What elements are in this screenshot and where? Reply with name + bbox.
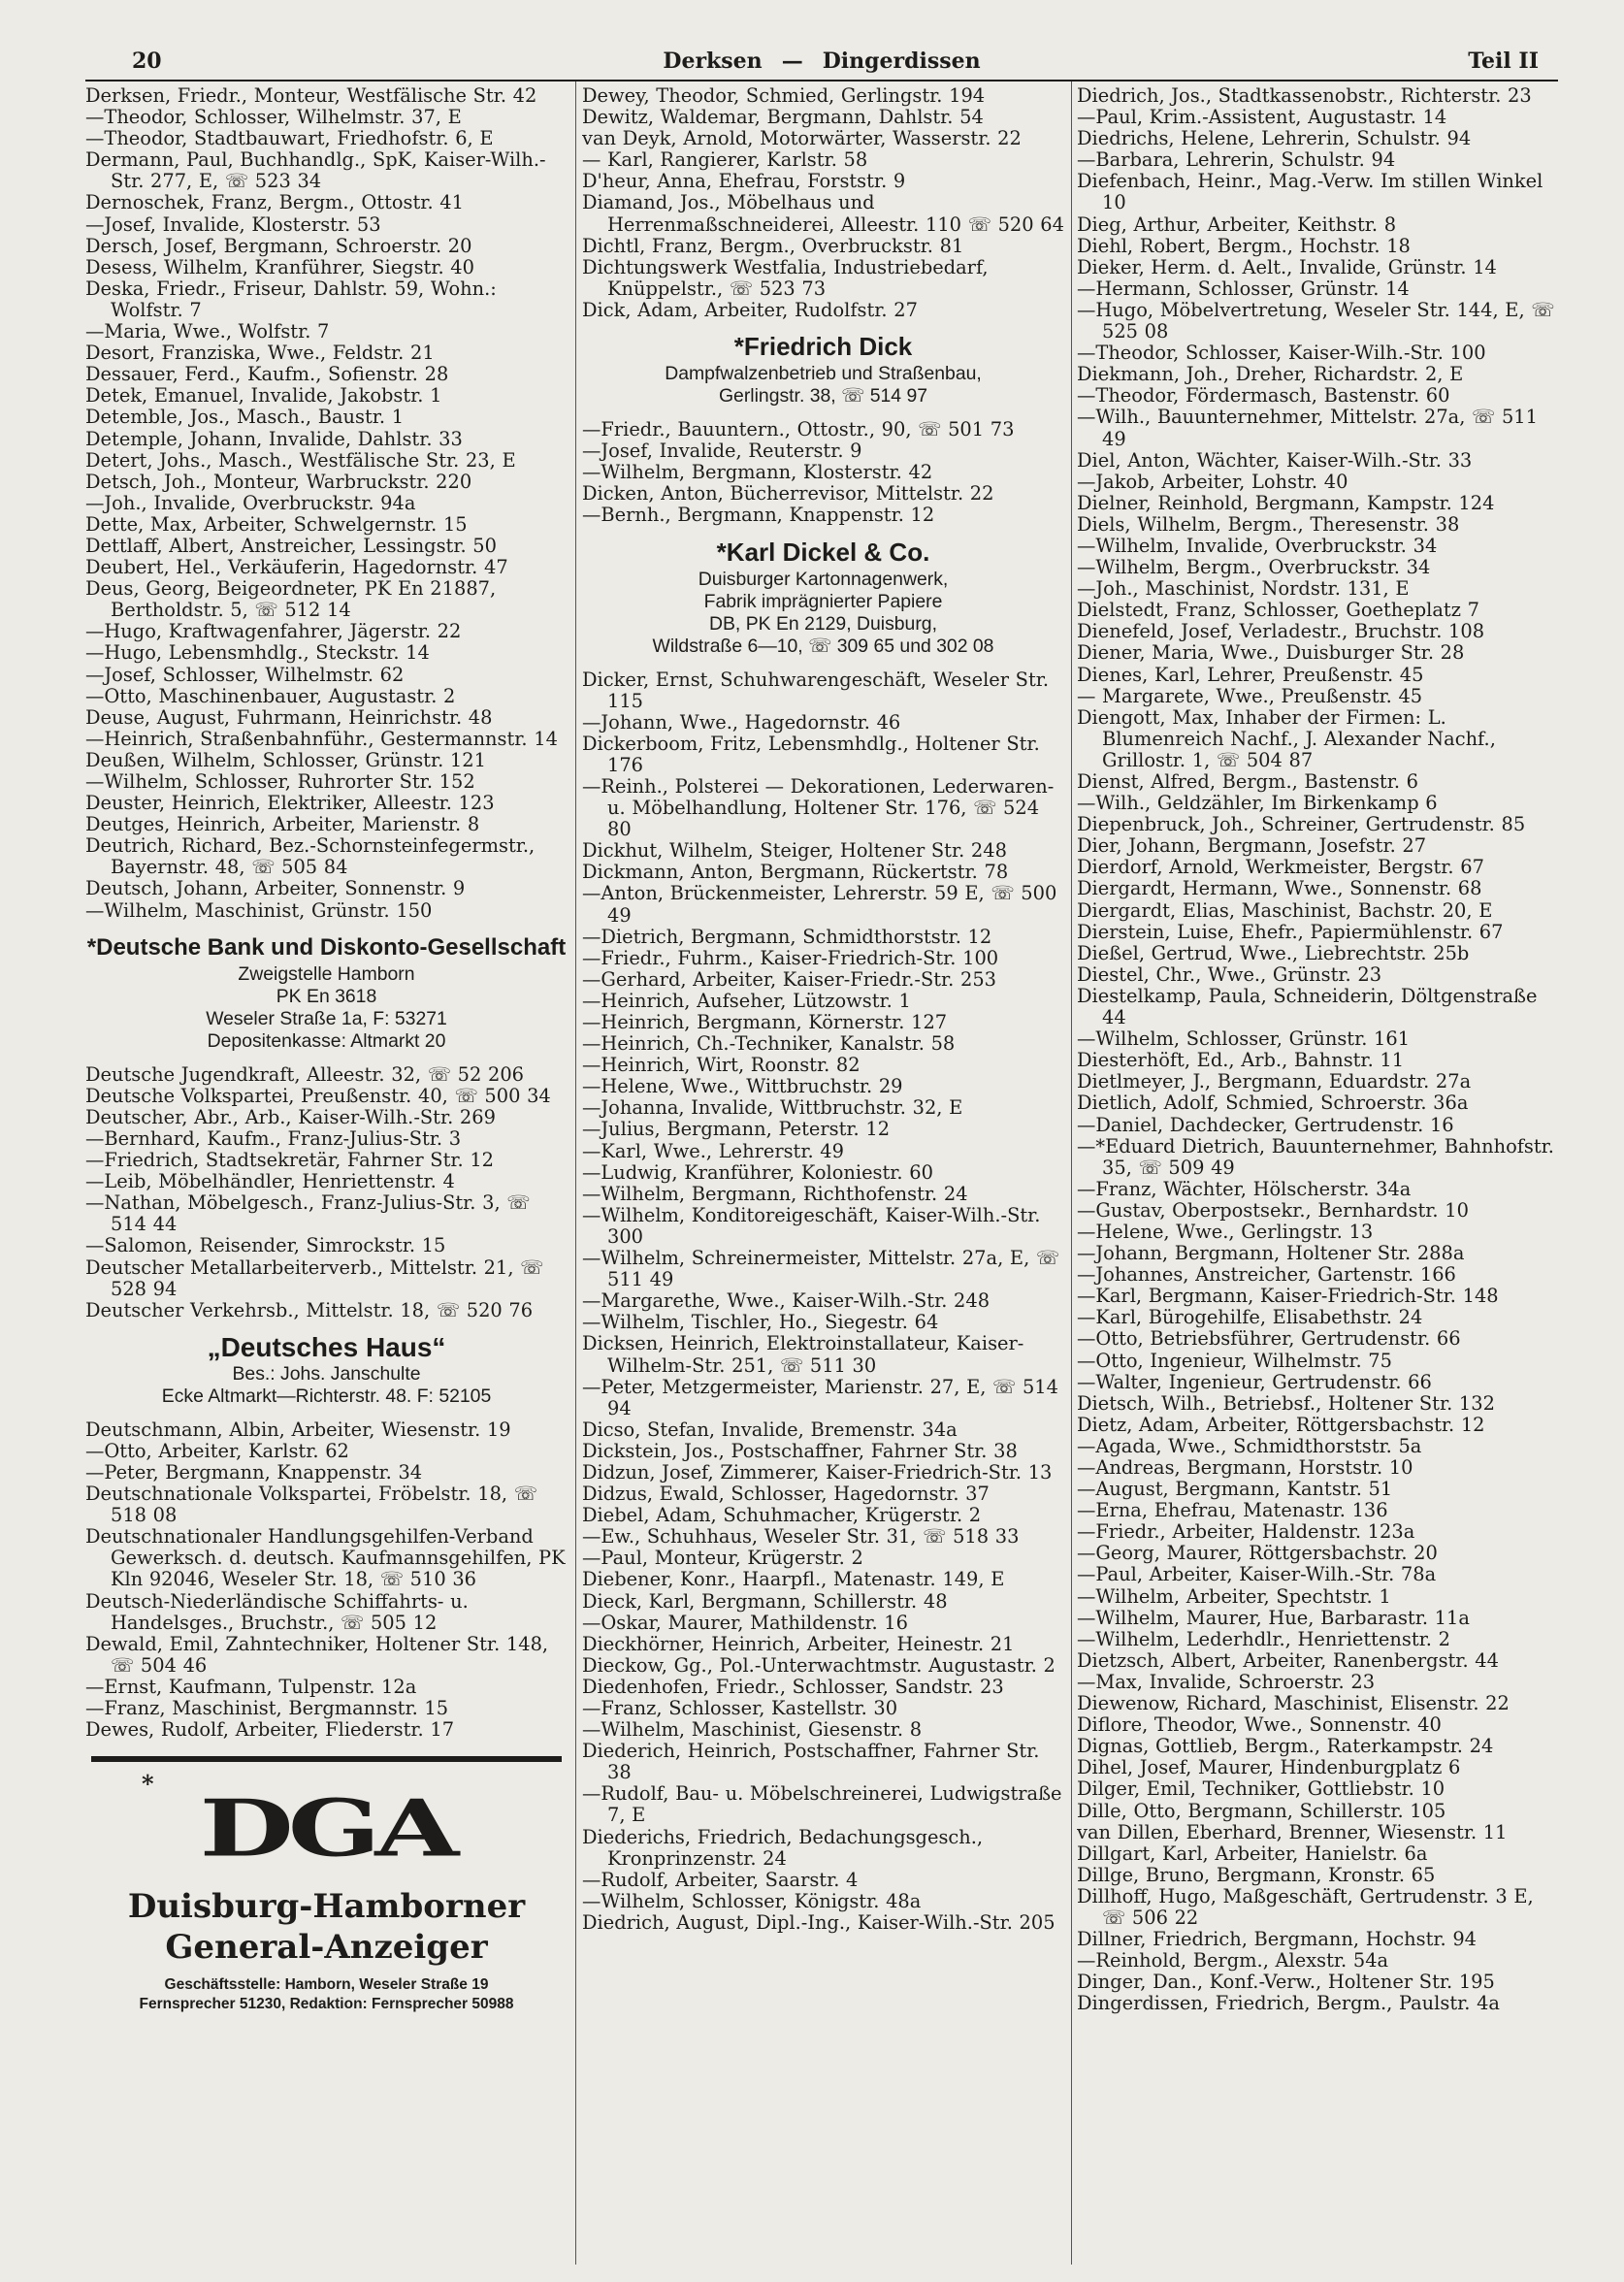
directory-entry: —Rudolf, Bau- u. Möbelschreinerei, Ludwigstraße 7, E bbox=[582, 1782, 1062, 1827]
ad-haus-address: Ecke Altmarkt—Richterstr. 48. F: 52105 bbox=[161, 1385, 492, 1407]
directory-entry: —Franz, Wächter, Hölscherstr. 34a bbox=[1077, 1177, 1412, 1200]
directory-entry: Diengott, Max, Inhaber der Firmen: L. Blumenreich Nachf., J. Alexander Nachf., Grillostr. 1, ☏ 504 87 bbox=[1077, 705, 1496, 771]
directory-entry: Detemble, Jos., Masch., Baustr. 1 bbox=[85, 406, 405, 429]
ad-haus-name: „Deutsches Haus“ bbox=[207, 1331, 446, 1362]
ad-dga-line1: Duisburg-Hamborner bbox=[127, 1887, 526, 1927]
ad-dickel-line1: Duisburger Kartonnagenwerk, bbox=[698, 568, 949, 590]
entry-list bbox=[582, 419, 1064, 526]
directory-entry: Diedrich, Jos., Stadtkassenobstr., Richterstr. 23 bbox=[1077, 85, 1532, 107]
directory-entry: —Josef, Invalide, Klosterstr. 53 bbox=[85, 212, 381, 236]
directory-entry: Dignas, Gottlieb, Bergm., Raterkampstr. 24 bbox=[1077, 1735, 1494, 1758]
directory-entry: Dielstedt, Franz, Schlosser, Goetheplatz 7 bbox=[1077, 599, 1479, 622]
directory-entry: —Wilhelm, Konditoreigeschäft, Kaiser-Wilh.-Str. 300 bbox=[582, 1203, 1041, 1248]
directory-entry: —Karl, Bürogehilfe, Elisabethstr. 24 bbox=[1077, 1306, 1423, 1329]
directory-entry: Deutschnationaler Handlungsgehilfen-Verband Gewerksch. d. deutsch. Kaufmannsgehilfen, PK Kln 92046, Weseler Str. 18, ☏ 510 36 bbox=[85, 1525, 566, 1591]
directory-entry: —Johannes, Anstreicher, Gartenstr. 166 bbox=[1077, 1263, 1456, 1287]
directory-entry: Diewenow, Richard, Maschinist, Elisenstr. 22 bbox=[1077, 1692, 1510, 1715]
page-header bbox=[85, 47, 1558, 82]
directory-entry: Desess, Wilhelm, Kranführer, Siegstr. 40 bbox=[85, 255, 474, 278]
directory-entry: —Joh., Maschinist, Nordstr. 131, E bbox=[1077, 577, 1410, 601]
directory-entry: Dette, Max, Arbeiter, Schwelgernstr. 15 bbox=[85, 512, 468, 536]
directory-entry: —Ludwig, Kranführer, Koloniestr. 60 bbox=[582, 1160, 933, 1184]
directory-entry: Dietz, Adam, Arbeiter, Röttgersbachstr. 12 bbox=[1077, 1413, 1485, 1436]
directory-entry: —Friedr., Fuhrm., Kaiser-Friedrich-Str. 100 bbox=[582, 946, 999, 969]
running-title-right: Dingerdissen bbox=[822, 49, 981, 74]
directory-entry: —Friedrich, Stadtsekretär, Fahrner Str. 12 bbox=[85, 1149, 494, 1172]
directory-entry: Dierdorf, Arnold, Werkmeister, Bergstr. 67 bbox=[1077, 856, 1484, 879]
ad-dga-office: Geschäftsstelle: Hamborn, Weseler Straße 19 bbox=[164, 1976, 489, 1994]
directory-entry: Dickhut, Wilhelm, Steiger, Holtener Str. 248 bbox=[582, 839, 1007, 863]
directory-entry: Dermann, Paul, Buchhandlg., SpK, Kaiser-Wilh.-Str. 277, E, ☏ 523 34 bbox=[85, 148, 546, 193]
ad-karl-dickel bbox=[582, 537, 1064, 658]
directory-entry: —Hugo, Möbelvertretung, Weseler Str. 144, E, ☏ 525 08 bbox=[1077, 298, 1555, 343]
directory-entry: Dieker, Herm. d. Aelt., Invalide, Grünstr. 14 bbox=[1077, 255, 1497, 278]
directory-entry: Dichtungswerk Westfalia, Industriebedarf, Knüppelstr., ☏ 523 73 bbox=[582, 255, 989, 300]
directory-entry: —Hugo, Kraftwagenfahrer, Jägerstr. 22 bbox=[85, 620, 462, 643]
directory-entry: —Otto, Maschinenbauer, Augustastr. 2 bbox=[85, 684, 456, 707]
directory-entry: —Josef, Invalide, Reuterstr. 9 bbox=[582, 440, 862, 463]
ad-dga bbox=[91, 1756, 562, 2014]
directory-entry: Diergardt, Hermann, Wwe., Sonnenstr. 68 bbox=[1077, 877, 1482, 900]
directory-entry: Diedrich, August, Dipl.-Ing., Kaiser-Wilh.-Str. 205 bbox=[582, 1910, 1056, 1934]
directory-entry: —Josef, Schlosser, Wilhelmstr. 62 bbox=[85, 663, 405, 686]
directory-entry: Dingerdissen, Friedrich, Bergm., Paulstr. 4a bbox=[1077, 1992, 1500, 2015]
directory-entry: —Karl, Wwe., Lehrerstr. 49 bbox=[582, 1139, 844, 1162]
directory-entry: Dietsch, Wilh., Betriebsf., Holtener Str. 132 bbox=[1077, 1391, 1495, 1415]
directory-entry: —Heinrich, Aufseher, Lützowstr. 1 bbox=[582, 989, 911, 1012]
directory-entry: Deubert, Hel., Verkäuferin, Hagedornstr. 47 bbox=[85, 556, 508, 579]
directory-entry: —Erna, Ehefrau, Matenastr. 136 bbox=[1077, 1499, 1388, 1522]
directory-entry: —Maria, Wwe., Wolfstr. 7 bbox=[85, 320, 330, 343]
directory-entry: Deutsch, Johann, Arbeiter, Sonnenstr. 9 bbox=[85, 877, 466, 900]
ad-bank-pk: PK En 3618 bbox=[276, 985, 377, 1007]
directory-entry: —Andreas, Bergmann, Horststr. 10 bbox=[1077, 1456, 1413, 1479]
directory-entry: Dettlaff, Albert, Anstreicher, Lessingstr. 50 bbox=[85, 534, 497, 557]
directory-entry: Dier, Johann, Bergmann, Josefstr. 27 bbox=[1077, 834, 1427, 858]
ad-dga-phone: Fernsprecher 51230, Redaktion: Fernsprecher 50988 bbox=[139, 1996, 514, 2013]
directory-entry: —Johanna, Invalide, Wittbruchstr. 32, E bbox=[582, 1096, 963, 1120]
running-title bbox=[85, 49, 1558, 74]
directory-entry: —Gustav, Oberpostsekr., Bernhardstr. 10 bbox=[1077, 1198, 1469, 1222]
directory-entry: —Johann, Wwe., Hagedornstr. 46 bbox=[582, 710, 901, 734]
directory-entry: —Paul, Arbeiter, Kaiser-Wilh.-Str. 78a bbox=[1077, 1563, 1437, 1586]
directory-entry: Dersch, Josef, Bergmann, Schroerstr. 20 bbox=[85, 234, 472, 257]
directory-entry: Deutschnationale Volkspartei, Fröbelstr. 18, ☏ 518 08 bbox=[85, 1483, 537, 1527]
directory-entry: —Paul, Monteur, Krügerstr. 2 bbox=[582, 1547, 863, 1570]
directory-entry: —Wilhelm, Bergmann, Klosterstr. 42 bbox=[582, 461, 933, 484]
directory-entry: Deutsch-Niederländische Schiffahrts- u. Handelsges., Bruchstr., ☏ 505 12 bbox=[85, 1589, 469, 1634]
directory-entry: —Ernst, Kaufmann, Tulpenstr. 12a bbox=[85, 1675, 417, 1698]
ad-dga-star: * bbox=[142, 1770, 154, 1799]
directory-entry: —Hugo, Lebensmhdlg., Steckstr. 14 bbox=[85, 641, 430, 665]
directory-entry: —Ew., Schuhhaus, Weseler Str. 31, ☏ 518 33 bbox=[582, 1525, 1020, 1548]
directory-entry: Diedenhofen, Friedr., Schlosser, Sandstr. 23 bbox=[582, 1675, 1004, 1698]
directory-entry: Dillhoff, Hugo, Maßgeschäft, Gertrudenstr. 3 E, ☏ 506 22 bbox=[1077, 1884, 1534, 1929]
entry-list bbox=[582, 669, 1064, 1935]
ad-friedrich-dick bbox=[582, 331, 1064, 408]
directory-entry: Diebener, Konr., Haarpfl., Matenastr. 149, E bbox=[582, 1568, 1005, 1591]
directory-entry: Dietlich, Adolf, Schmied, Schroerstr. 36a bbox=[1077, 1092, 1469, 1115]
directory-entry: Dernoschek, Franz, Bergm., Ottostr. 41 bbox=[85, 191, 464, 214]
ad-deutsches-haus bbox=[85, 1331, 568, 1408]
directory-entry: Didzus, Ewald, Schlosser, Hagedornstr. 37 bbox=[582, 1483, 990, 1506]
directory-entry: Dickstein, Jos., Postschaffner, Fahrner Str. 38 bbox=[582, 1439, 1018, 1462]
ad-dick-line2: Gerlingstr. 38, ☏ 514 97 bbox=[718, 385, 928, 408]
directory-entry: —Karl, Bergmann, Kaiser-Friedrich-Str. 148 bbox=[1077, 1285, 1499, 1308]
directory-entry: Dienefeld, Josef, Verladestr., Bruchstr. 108 bbox=[1077, 620, 1485, 643]
directory-entry: —Bernh., Bergmann, Knappenstr. 12 bbox=[582, 504, 935, 527]
directory-entry: Dienes, Karl, Lehrer, Preußenstr. 45 bbox=[1077, 663, 1424, 686]
directory-entry: —Helene, Wwe., Wittbruchstr. 29 bbox=[582, 1075, 903, 1098]
directory-entry: —Daniel, Dachdecker, Gertrudenstr. 16 bbox=[1077, 1113, 1454, 1136]
directory-entry: —Bernhard, Kaufm., Franz-Julius-Str. 3 bbox=[85, 1126, 462, 1150]
entry-list bbox=[85, 85, 568, 922]
directory-entry: Dillge, Bruno, Bergmann, Kronstr. 65 bbox=[1077, 1863, 1436, 1886]
directory-entry: Diel, Anton, Wächter, Kaiser-Wilh.-Str. 33 bbox=[1077, 448, 1473, 472]
directory-entry: —Wilhelm, Bergmann, Richthofenstr. 24 bbox=[582, 1182, 968, 1205]
ad-dick-line1: Dampfwalzenbetrieb und Straßenbau, bbox=[665, 363, 982, 385]
directory-entry: Deska, Friedr., Friseur, Dahlstr. 59, Wohn.: Wolfstr. 7 bbox=[85, 277, 497, 321]
directory-entry: Deutsche Volkspartei, Preußenstr. 40, ☏ 500 34 bbox=[85, 1084, 551, 1107]
directory-entry: —Wilhelm, Bergm., Overbruckstr. 34 bbox=[1077, 556, 1431, 579]
directory-entry: Dieg, Arthur, Arbeiter, Keithstr. 8 bbox=[1077, 212, 1397, 236]
ad-dickel-line2: Fabrik imprägnierter Papiere bbox=[703, 590, 943, 612]
directory-entry: Dille, Otto, Bergmann, Schillerstr. 105 bbox=[1077, 1799, 1446, 1822]
ad-bank-depot: Depositenkasse: Altmarkt 20 bbox=[207, 1029, 446, 1052]
directory-entry: —Reinhold, Bergm., Alexstr. 54a bbox=[1077, 1949, 1389, 1972]
directory-entry: Dewes, Rudolf, Arbeiter, Fliederstr. 17 bbox=[85, 1718, 455, 1742]
directory-entry: —Wilhelm, Maschinist, Giesenstr. 8 bbox=[582, 1718, 923, 1742]
directory-entry: —Agada, Wwe., Schmidthorststr. 5a bbox=[1077, 1434, 1422, 1457]
directory-entry: Diekmann, Joh., Dreher, Richardstr. 2, E bbox=[1077, 363, 1464, 386]
directory-entry: —Gerhard, Arbeiter, Kaiser-Friedr.-Str. 253 bbox=[582, 967, 996, 991]
ad-bank-branch: Zweigstelle Hamborn bbox=[238, 962, 415, 985]
directory-entry: Deutsche Jugendkraft, Alleestr. 32, ☏ 52 206 bbox=[85, 1062, 524, 1086]
directory-entry: Didzun, Josef, Zimmerer, Kaiser-Friedrich-Str. 13 bbox=[582, 1460, 1053, 1483]
directory-entry: Deus, Georg, Beigeordneter, PK En 21887, Bertholdstr. 5, ☏ 512 14 bbox=[85, 577, 497, 622]
directory-entry: Deuster, Heinrich, Elektriker, Alleestr. 123 bbox=[85, 792, 495, 815]
directory-entry: —Wilhelm, Schlosser, Ruhrorter Str. 152 bbox=[85, 770, 475, 793]
directory-entry: Dick, Adam, Arbeiter, Rudolfstr. 27 bbox=[582, 298, 918, 321]
directory-entry: —Otto, Ingenieur, Wilhelmstr. 75 bbox=[1077, 1349, 1392, 1372]
directory-entry: —Peter, Bergmann, Knappenstr. 34 bbox=[85, 1460, 423, 1483]
directory-entry: —Margarethe, Wwe., Kaiser-Wilh.-Str. 248 bbox=[582, 1289, 991, 1313]
ad-deutsche-bank bbox=[85, 931, 568, 1053]
directory-entry: van Dillen, Eberhard, Brenner, Wiesenstr. 11 bbox=[1077, 1820, 1508, 1843]
directory-entry: D'heur, Anna, Ehefrau, Forststr. 9 bbox=[582, 170, 906, 193]
directory-entry: —Walter, Ingenieur, Gertrudenstr. 66 bbox=[1077, 1370, 1432, 1393]
directory-entry: — Karl, Rangierer, Karlstr. 58 bbox=[582, 148, 868, 172]
directory-entry: Dickerboom, Fritz, Lebensmhdlg., Holtener Str. 176 bbox=[582, 732, 1040, 776]
directory-entry: Deußen, Wilhelm, Schlosser, Grünstr. 121 bbox=[85, 748, 486, 771]
part-label: Teil II bbox=[1468, 49, 1539, 74]
directory-entry: Diedrichs, Helene, Lehrerin, Schulstr. 94 bbox=[1077, 127, 1472, 150]
ad-dickel-line3: DB, PK En 2129, Duisburg, bbox=[709, 612, 937, 635]
directory-entry: —Wilhelm, Lederhdlr., Henriettenstr. 2 bbox=[1077, 1627, 1450, 1650]
directory-entry: Dieckow, Gg., Pol.-Unterwachtmstr. Augustastr. 2 bbox=[582, 1653, 1056, 1677]
directory-entry: Diamand, Jos., Möbelhaus und Herrenmaßschneiderei, Alleestr. 110 ☏ 520 64 bbox=[582, 191, 1064, 236]
directory-entry: Diflore, Theodor, Wwe., Sonnenstr. 40 bbox=[1077, 1713, 1442, 1737]
directory-entry: Deuse, August, Fuhrmann, Heinrichstr. 48 bbox=[85, 705, 493, 729]
column-1 bbox=[85, 85, 568, 2268]
directory-entry: —Wilhelm, Schlosser, Grünstr. 161 bbox=[1077, 1027, 1411, 1051]
directory-entry: Diener, Maria, Wwe., Duisburger Str. 28 bbox=[1077, 641, 1465, 665]
directory-entry: Diergardt, Elias, Maschinist, Bachstr. 20, E bbox=[1077, 898, 1493, 922]
ad-dickel-name: *Karl Dickel & Co. bbox=[716, 537, 930, 567]
directory-entry: —Heinrich, Ch.-Techniker, Kanalstr. 58 bbox=[582, 1032, 956, 1056]
directory-entry: Desort, Franziska, Wwe., Feldstr. 21 bbox=[85, 342, 435, 365]
directory-entry: —Wilhelm, Invalide, Overbruckstr. 34 bbox=[1077, 534, 1438, 557]
ad-bank-address: Weseler Straße 1a, F: 53271 bbox=[206, 1007, 447, 1029]
directory-entry: —Leib, Möbelhändler, Henriettenstr. 4 bbox=[85, 1170, 455, 1193]
directory-entry: Diederich, Heinrich, Postschaffner, Fahrner Str. 38 bbox=[582, 1740, 1040, 1784]
directory-entry: Dicken, Anton, Bücherrevisor, Mittelstr. 22 bbox=[582, 482, 994, 505]
directory-entry: Dichtl, Franz, Bergm., Overbruckstr. 81 bbox=[582, 234, 964, 257]
directory-entry: Diehl, Robert, Bergm., Hochstr. 18 bbox=[1077, 234, 1411, 257]
directory-entry: —Franz, Maschinist, Bergmannstr. 15 bbox=[85, 1697, 449, 1719]
directory-entry: Derksen, Friedr., Monteur, Westfälische Str. 42 bbox=[85, 85, 537, 107]
directory-entry: Dieckhörner, Heinrich, Arbeiter, Heinestr. 21 bbox=[582, 1632, 1015, 1655]
directory-entry: Dillgart, Karl, Arbeiter, Hanielstr. 6a bbox=[1077, 1842, 1428, 1865]
directory-entry: Diesterhöft, Ed., Arb., Bahnstr. 11 bbox=[1077, 1049, 1405, 1072]
directory-entry: —Franz, Schlosser, Kastellstr. 30 bbox=[582, 1697, 898, 1719]
entry-list bbox=[85, 1419, 568, 1741]
directory-entry: —Wilhelm, Maurer, Hue, Barbarastr. 11a bbox=[1077, 1606, 1470, 1629]
directory-entry: Dielner, Reinhold, Bergmann, Kampstr. 124 bbox=[1077, 491, 1495, 514]
directory-entry: Deutschmann, Albin, Arbeiter, Wiesenstr. 19 bbox=[85, 1418, 511, 1441]
directory-entry: —Wilhelm, Tischler, Ho., Siegestr. 64 bbox=[582, 1311, 939, 1334]
directory-entry: Dewey, Theodor, Schmied, Gerlingstr. 194 bbox=[582, 85, 986, 107]
directory-entry: Diestel, Chr., Wwe., Grünstr. 23 bbox=[1077, 962, 1382, 986]
ad-bank-name: *Deutsche Bank und Diskonto-Gesellschaft bbox=[86, 933, 567, 961]
directory-entry: —Anton, Brückenmeister, Lehrerstr. 59 E, ☏ 500 49 bbox=[582, 882, 1057, 927]
directory-entry: Diebel, Adam, Schuhmacher, Krügerstr. 2 bbox=[582, 1504, 982, 1527]
directory-entry: Dierstein, Luise, Ehefr., Papiermühlenstr. 67 bbox=[1077, 920, 1504, 943]
page-number: 20 bbox=[132, 49, 162, 74]
directory-entry: —Peter, Metzgermeister, Marienstr. 27, E, ☏ 514 94 bbox=[582, 1375, 1058, 1419]
directory-entry: Diederichs, Friedrich, Bedachungsgesch., Kronprinzenstr. 24 bbox=[582, 1825, 984, 1870]
directory-entry: —Theodor, Schlosser, Kaiser-Wilh.-Str. 100 bbox=[1077, 342, 1486, 365]
directory-entry: —Theodor, Fördermasch, Bastenstr. 60 bbox=[1077, 384, 1450, 408]
directory-entry: Diepenbruck, Joh., Schreiner, Gertrudenstr. 85 bbox=[1077, 813, 1526, 836]
directory-entry: van Deyk, Arnold, Motorwärter, Wasserstr. 22 bbox=[582, 127, 1022, 150]
directory-entry: —Wilh., Geldzähler, Im Birkenkamp 6 bbox=[1077, 792, 1438, 815]
directory-entry: Deutscher, Abr., Arb., Kaiser-Wilh.-Str. 269 bbox=[85, 1105, 496, 1128]
directory-entry: —Heinrich, Wirt, Roonstr. 82 bbox=[582, 1054, 861, 1077]
directory-entry: Dinger, Dan., Konf.-Verw., Holtener Str. 195 bbox=[1077, 1971, 1495, 1994]
directory-entry: —Heinrich, Straßenbahnführ., Gestermannstr. 14 bbox=[85, 727, 558, 750]
column-3 bbox=[1077, 85, 1559, 2268]
directory-entry: —Theodor, Schlosser, Wilhelmstr. 37, E bbox=[85, 106, 462, 129]
directory-entry: Dickmann, Anton, Bergmann, Rückertstr. 78 bbox=[582, 861, 1009, 884]
directory-entry: Dienst, Alfred, Bergm., Bastenstr. 6 bbox=[1077, 770, 1418, 793]
directory-entry: Deutrich, Richard, Bez.-Schornsteinfegermstr., Bayernstr. 48, ☏ 505 84 bbox=[85, 834, 536, 879]
ad-dick-name: *Friedrich Dick bbox=[733, 332, 913, 362]
directory-entry: —Barbara, Lehrerin, Schulstr. 94 bbox=[1077, 148, 1396, 172]
directory-entry: Dicso, Stefan, Invalide, Bremenstr. 34a bbox=[582, 1418, 958, 1441]
directory-entry: —Dietrich, Bergmann, Schmidthorststr. 12 bbox=[582, 925, 992, 948]
directory-entry: Dewald, Emil, Zahntechniker, Holtener Str. 148, ☏ 504 46 bbox=[85, 1632, 549, 1677]
ad-dga-line2: General-Anzeiger bbox=[165, 1928, 488, 1968]
directory-entry: —Wilh., Bauunternehmer, Mittelstr. 27a, ☏ 511 49 bbox=[1077, 406, 1538, 450]
column-divider bbox=[575, 82, 576, 2265]
directory-entry: —Wilhelm, Maschinist, Grünstr. 150 bbox=[85, 898, 433, 922]
directory-entry: —August, Bergmann, Kantstr. 51 bbox=[1077, 1478, 1393, 1501]
directory-entry: Deutscher Verkehrsb., Mittelstr. 18, ☏ 520 76 bbox=[85, 1298, 534, 1321]
directory-entry: —Hermann, Schlosser, Grünstr. 14 bbox=[1077, 277, 1410, 300]
directory-entry: Diefenbach, Heinr., Mag.-Verw. Im stillen Winkel 10 bbox=[1077, 170, 1543, 214]
directory-entry: —Paul, Krim.-Assistent, Augustastr. 14 bbox=[1077, 106, 1447, 129]
directory-entry: Dicker, Ernst, Schuhwarengeschäft, Weseler Str. 115 bbox=[582, 668, 1050, 712]
column-2 bbox=[582, 85, 1064, 2268]
directory-entry: Deutscher Metallarbeiterverb., Mittelstr. 21, ☏ 528 94 bbox=[85, 1255, 544, 1300]
directory-entry: Detert, Johs., Masch., Westfälische Str. 23, E bbox=[85, 448, 516, 472]
running-title-dash: — bbox=[781, 49, 803, 74]
directory-entry: Diestelkamp, Paula, Schneiderin, Döltgenstraße 44 bbox=[1077, 984, 1538, 1029]
entry-list bbox=[85, 1064, 568, 1321]
ad-dickel-line4: Wildstraße 6—10, ☏ 309 65 und 302 08 bbox=[652, 635, 994, 657]
directory-entry: —Wilhelm, Arbeiter, Spechtstr. 1 bbox=[1077, 1584, 1391, 1608]
running-title-left: Derksen bbox=[663, 49, 763, 74]
directory-entry: —Oskar, Maurer, Mathildenstr. 16 bbox=[582, 1611, 908, 1634]
entry-list bbox=[582, 85, 1064, 321]
directory-entry: Dießel, Gertrud, Wwe., Liebrechtstr. 25b bbox=[1077, 941, 1470, 964]
ad-haus-owner: Bes.: Johs. Janschulte bbox=[232, 1362, 421, 1385]
dga-logo: DGA bbox=[199, 1782, 454, 1874]
directory-entry: —Salomon, Reisender, Simrockstr. 15 bbox=[85, 1234, 446, 1257]
directory-entry: Detsch, Joh., Monteur, Warbruckstr. 220 bbox=[85, 470, 472, 493]
directory-entry: Dicksen, Heinrich, Elektroinstallateur, Kaiser-Wilhelm-Str. 251, ☏ 511 30 bbox=[582, 1332, 1024, 1377]
directory-entry: —Theodor, Stadtbauwart, Friedhofstr. 6, E bbox=[85, 127, 494, 150]
directory-entry: —Otto, Arbeiter, Karlstr. 62 bbox=[85, 1439, 349, 1462]
directory-entry: —Wilhelm, Schreinermeister, Mittelstr. 27a, E, ☏ 511 49 bbox=[582, 1247, 1060, 1291]
directory-entry: —Friedr., Arbeiter, Haldenstr. 123a bbox=[1077, 1520, 1415, 1544]
directory-entry: Dietlmeyer, J., Bergmann, Eduardstr. 27a bbox=[1077, 1070, 1472, 1093]
directory-entry: —Julius, Bergmann, Peterstr. 12 bbox=[582, 1118, 891, 1141]
directory-entry: —Reinh., Polsterei — Dekorationen, Lederwaren- u. Möbelhandlung, Holtener Str. 176, ☏ 524 80 bbox=[582, 774, 1055, 841]
directory-entry: —Helene, Wwe., Gerlingstr. 13 bbox=[1077, 1220, 1374, 1243]
column-divider bbox=[1071, 82, 1072, 2265]
directory-entry: Deutges, Heinrich, Arbeiter, Marienstr. 8 bbox=[85, 813, 480, 836]
directory-entry: —Johann, Bergmann, Holtener Str. 288a bbox=[1077, 1242, 1465, 1265]
directory-entry: —Georg, Maurer, Röttgersbachstr. 20 bbox=[1077, 1542, 1438, 1565]
directory-entry: —Joh., Invalide, Overbruckstr. 94a bbox=[85, 491, 416, 514]
directory-entry: —Otto, Betriebsführer, Gertrudenstr. 66 bbox=[1077, 1327, 1461, 1351]
directory-entry: Dillner, Friedrich, Bergmann, Hochstr. 94 bbox=[1077, 1928, 1478, 1951]
entry-list bbox=[1077, 85, 1559, 2014]
directory-entry: Diels, Wilhelm, Bergm., Theresenstr. 38 bbox=[1077, 512, 1460, 536]
directory-entry: Detemple, Johann, Invalide, Dahlstr. 33 bbox=[85, 427, 463, 450]
directory-entry: —Rudolf, Arbeiter, Saarstr. 4 bbox=[582, 1868, 859, 1891]
directory-entry: — Margarete, Wwe., Preußenstr. 45 bbox=[1077, 684, 1423, 707]
directory-entry: —Jakob, Arbeiter, Lohstr. 40 bbox=[1077, 470, 1348, 493]
directory-entry: Dewitz, Waldemar, Bergmann, Dahlstr. 54 bbox=[582, 106, 984, 129]
directory-entry: —Wilhelm, Schlosser, Königstr. 48a bbox=[582, 1889, 922, 1912]
directory-entry: —*Eduard Dietrich, Bauunternehmer, Bahnhofstr. 35, ☏ 509 49 bbox=[1077, 1134, 1554, 1179]
directory-entry: —Friedr., Bauuntern., Ottostr., 90, ☏ 501 73 bbox=[582, 418, 1015, 441]
directory-entry: Dietzsch, Albert, Arbeiter, Ranenbergstr. 44 bbox=[1077, 1648, 1499, 1672]
directory-entry: Dilger, Emil, Techniker, Gottliebstr. 10 bbox=[1077, 1777, 1445, 1801]
directory-entry: Dieck, Karl, Bergmann, Schillerstr. 48 bbox=[582, 1589, 948, 1613]
directory-entry: —Nathan, Möbelgesch., Franz-Julius-Str. 3, ☏ 514 44 bbox=[85, 1191, 531, 1236]
directory-entry: Detek, Emanuel, Invalide, Jakobstr. 1 bbox=[85, 384, 442, 408]
directory-entry: —Max, Invalide, Schroerstr. 23 bbox=[1077, 1670, 1376, 1693]
directory-entry: —Heinrich, Bergmann, Körnerstr. 127 bbox=[582, 1011, 948, 1033]
directory-entry: Dihel, Josef, Maurer, Hindenburgplatz 6 bbox=[1077, 1756, 1461, 1779]
directory-entry: Dessauer, Ferd., Kaufm., Sofienstr. 28 bbox=[85, 363, 449, 386]
